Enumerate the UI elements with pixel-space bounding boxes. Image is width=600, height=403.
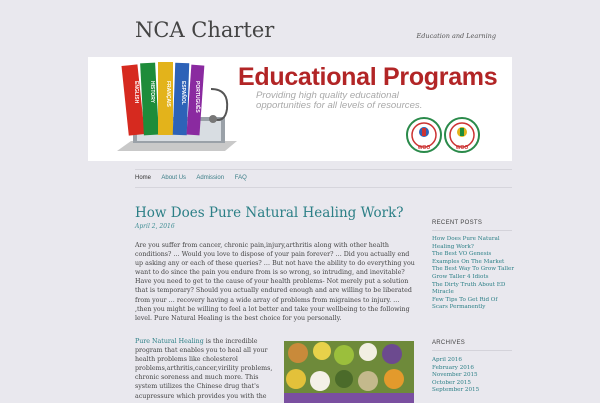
book-spine-label: PORTUGUÊS — [194, 81, 200, 113]
post-paragraph: Are you suffer from cancer, chronic pain,injury,arthritis along with other health conditions? … Would you love to dispose of your pain forever? … Did you actually end up asking any or each of these queries? … But not have the ability to do everything you want to do since the pain you endure from is so wrong, so intruding, and inevitable? Have you need to get to the cause of your health problems- Not merely put a solution that is temporary? Should you actually endured enough and are willing to be liberated from your … recovery having a wide array of problems from migraines to injury. … ,then you might be willing to feel a lot better and take your wellbeing to the following level. Pure Natural Healing is the best choice for you personally. — [135, 242, 415, 322]
book-spine-label: HISTORY — [149, 81, 155, 103]
recent-posts-list — [432, 236, 514, 312]
recent-post-link[interactable]: Few Tips To Get Rid Of Scars Permanently — [432, 296, 498, 311]
pure-natural-healing-link[interactable]: Pure Natural Healing — [135, 338, 204, 345]
recent-post-link[interactable]: The Dirty Truth About ED Miracle — [432, 281, 506, 296]
recent-post-link[interactable]: How Does Pure Natural Healing Work? — [432, 236, 500, 250]
archives-heading: ARCHIVES — [432, 340, 466, 346]
nav-item-about-us[interactable]: About Us — [161, 175, 187, 181]
main-nav — [135, 175, 256, 181]
banner-subtitle-line: opportunities for all levels of resources. — [256, 100, 423, 111]
recent-posts-heading: RECENT POSTS — [432, 220, 483, 226]
banner-subtitle-line: Providing high quality educational — [256, 90, 399, 101]
archive-link[interactable]: February 2016 — [432, 364, 474, 371]
sidebar-divider — [432, 350, 512, 351]
post-paragraph — [135, 337, 280, 401]
nav-divider — [135, 169, 512, 170]
recent-post-link[interactable]: Grow Taller 4 Idiots — [432, 273, 489, 280]
post-date[interactable]: April 2, 2016 — [135, 223, 175, 230]
post-paragraph-text: is the incredible program that enables you to heal all your health problems like cholesterol problems,arthritis,cancer,virility problems, chronic soreness and much more. This system utilizes the Chinese drug that's acupressure which provides you with the — [135, 338, 273, 400]
sidebar-divider — [432, 230, 512, 231]
book-spine-label: FRANÇAIS — [165, 81, 171, 107]
banner-subtitle — [256, 91, 422, 111]
laptop-books-illustration — [115, 59, 245, 159]
archive-link[interactable]: April 2016 — [432, 357, 462, 363]
recent-post-link[interactable]: The Best Way To Grow Taller — [432, 266, 514, 273]
archive-link[interactable]: October 2015 — [432, 379, 471, 386]
banner-title: Educational Programs — [238, 63, 498, 91]
header-banner — [88, 57, 512, 161]
nav-item-admission[interactable]: Admission — [196, 175, 225, 181]
nav-item-faq[interactable]: FAQ — [234, 175, 247, 181]
seal-label: WOO — [417, 145, 431, 151]
archive-link[interactable]: November 2015 — [432, 372, 478, 379]
book-spine-label: ENGLISH — [133, 81, 139, 104]
site-title[interactable]: NCA Charter — [135, 18, 275, 42]
nav-divider — [135, 187, 512, 188]
archives-list — [432, 357, 514, 395]
post-title[interactable]: How Does Pure Natural Healing Work? — [135, 205, 404, 221]
herbs-photo — [284, 341, 414, 403]
seal-label: WOO — [455, 145, 469, 151]
recent-post-link[interactable]: The Best VO Genesis Examples On The Market — [432, 251, 505, 265]
book-spine-label: ESPAÑOL — [180, 81, 186, 105]
nav-item-home[interactable]: Home — [135, 175, 152, 181]
archive-link[interactable]: September 2015 — [432, 387, 480, 394]
site-tagline: Education and Learning — [416, 32, 496, 40]
